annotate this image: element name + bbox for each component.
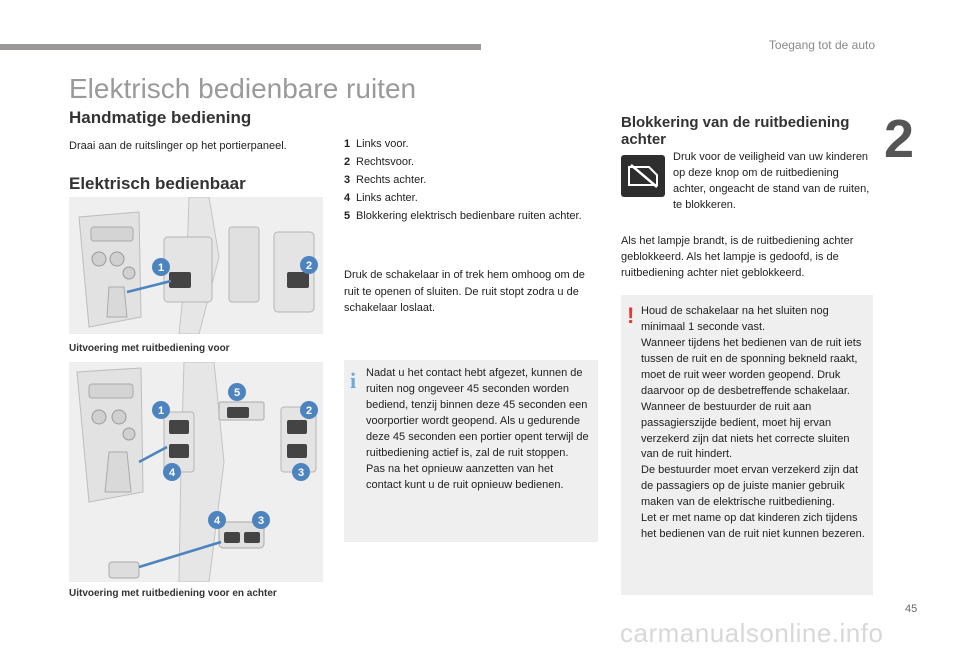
illustration-console-front [69, 197, 323, 334]
heading-manual: Handmatige bediening [69, 108, 252, 127]
badge-4: 4 [168, 467, 176, 479]
window-lock-icon [621, 155, 665, 197]
badge-3-rear: 3 [257, 515, 265, 527]
switch-lock-rear [227, 407, 249, 418]
page-title: Elektrisch bedienbare ruiten [69, 73, 417, 104]
paragraph-lock: Druk voor de veiligheid van uw kinderen op deze knop om de ruitbediening achter, ongeacht de stand van de ruiten, te blokkeren. [673, 151, 870, 211]
badge-2: 2 [305, 405, 313, 417]
switch-legend-list [344, 137, 594, 227]
paragraph-operation: Druk de schakelaar in of trek hem omhoog om de ruit te openen of sluiten. De ruit stopt zodra u de schakelaar loslaat. [344, 269, 585, 314]
info-box [344, 360, 598, 542]
paragraph-manual: Draai aan de ruitslinger op het portierpaneel. [69, 140, 287, 152]
list-item: 4 Links achter. [344, 191, 418, 204]
list-item: 5 Blokkering elektrisch bedienbare ruiten achter. [344, 209, 582, 222]
watermark: carmanualsonline.info [620, 618, 884, 648]
list-item: 1 Links voor. [344, 138, 409, 150]
switch-front-left [169, 420, 189, 434]
section-title: Toegang tot de auto [768, 38, 875, 52]
switch-front-right [287, 420, 307, 434]
switch-rear-console-left [224, 532, 240, 543]
illustration-console-front-rear [69, 362, 323, 582]
info-icon: i [350, 368, 357, 393]
paragraph-lamp: Als het lampje brandt, is de ruitbediening achter geblokkeerd. Als het lampje is gedoofd, is de ruitbediening achter niet geblokkeerd. [621, 235, 854, 279]
heading-electric: Elektrisch bedienbaar [69, 174, 246, 193]
switch-rear-left [169, 444, 189, 458]
list-item: 2 Rechtsvoor. [344, 155, 415, 168]
badge-4-rear: 4 [213, 515, 221, 527]
figure-front-rear-windows [69, 362, 323, 582]
header-bar [0, 44, 481, 50]
warning-text: Houd de schakelaar na het sluiten nog minimaal 1 seconde vast. Wanneer tijdens het bedienen van de ruit iets tussen de ruit en de sponning bekneld raakt, moet de ruit weer worden geopend. Druk daarvoor op de desbetreffende schakelaar. Wanneer de bestuurder de ruit aan passagierszijde bedient, moet hij ervan verzekerd zijn dat niets het correcte sluiten van de ruit hindert. De bestuurder moet ervan verzekerd zijn dat de passagiers op de juiste manier gebruik maken van de elektrische ruitbediening. Let er met name op dat kinderen zich tijdens het bedienen van de ruit niet kunnen bezeren. [641, 305, 865, 541]
figure-front-windows [69, 197, 323, 334]
badge-3: 3 [297, 467, 305, 479]
heading-rear-lock: Blokkering van de ruitbediening achter [621, 114, 850, 149]
caption-front-rear: Uitvoering met ruitbediening voor en achter [69, 588, 277, 599]
info-text: Nadat u het contact hebt afgezet, kunnen de ruiten nog ongeveer 45 seconden worden bediend, tenzij binnen deze 45 seconden een voorportier wordt geopend. Als u gedurende deze 45 seconden een portier opent terwijl de ruitbediening actief is, zal de ruit stoppen. Pas na het opnieuw aanzetten van het contact kunt u de ruit opnieuw bedienen. [366, 367, 589, 491]
page-number: 45 [905, 603, 918, 615]
switch-front-left [169, 272, 191, 288]
switch-front-right [287, 272, 309, 288]
warning-box [621, 295, 873, 595]
caption-front: Uitvoering met ruitbediening voor [69, 343, 230, 354]
badge-5: 5 [233, 387, 241, 399]
switch-rear-console-right [244, 532, 260, 543]
switch-rear-right [287, 444, 307, 458]
chapter-number: 2 [884, 109, 915, 169]
warning-icon: ! [627, 303, 635, 328]
badge-2: 2 [305, 260, 313, 272]
badge-1: 1 [157, 262, 165, 274]
badge-1: 1 [157, 405, 165, 417]
list-item: 3 Rechts achter. [344, 173, 427, 186]
